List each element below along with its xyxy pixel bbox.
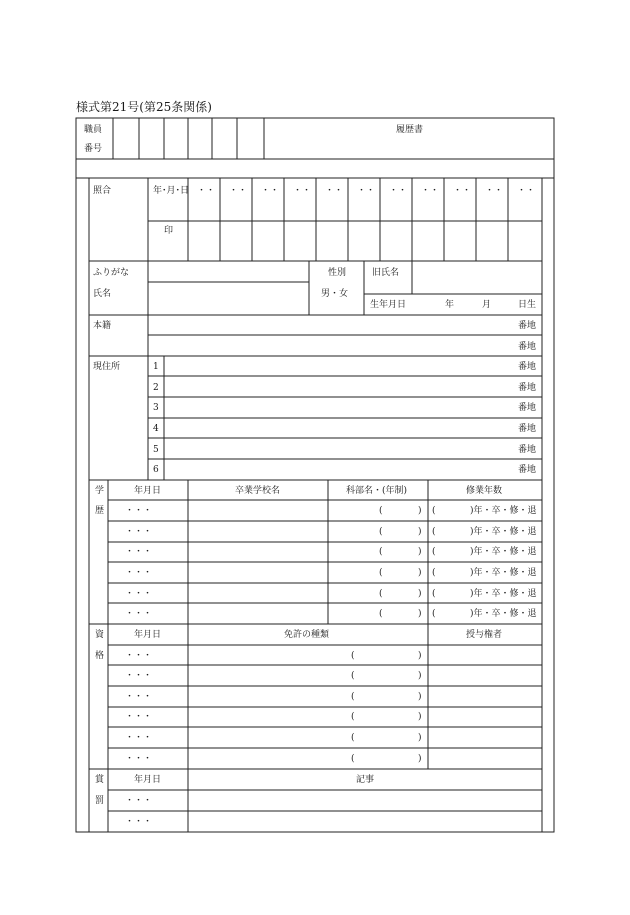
education-date-header: 年月日 xyxy=(134,486,162,496)
study-years-suffix: )年・卒・修・退 xyxy=(470,589,537,599)
education-label-top: 学 xyxy=(95,486,105,496)
license-paren-close: ) xyxy=(418,692,422,702)
license-paren-open: ( xyxy=(351,651,355,661)
address-number: 1 xyxy=(153,362,159,372)
qualification-date-cell: ・・・ xyxy=(125,712,153,722)
verify-date-cell: ・・ xyxy=(485,186,504,196)
license-paren-open: ( xyxy=(351,692,355,702)
awards-date-cell: ・・・ xyxy=(125,817,153,827)
birth-day-unit: 日生 xyxy=(518,300,537,310)
department-paren-close: ) xyxy=(418,568,422,578)
license-paren-open: ( xyxy=(351,712,355,722)
department-paren-open: ( xyxy=(379,609,383,619)
education-date-cell: ・・・ xyxy=(125,527,153,537)
license-paren-close: ) xyxy=(418,733,422,743)
license-paren-close: ) xyxy=(418,712,422,722)
school-name-header: 卒業学校名 xyxy=(235,486,281,496)
department-paren-close: ) xyxy=(418,506,422,516)
study-years-paren-open: ( xyxy=(432,589,436,599)
verify-date-cell: ・・ xyxy=(421,186,440,196)
furigana-label: ふりがな xyxy=(93,268,130,278)
address-number: 6 xyxy=(153,465,159,475)
sex-label: 性別 xyxy=(328,268,347,278)
verify-date-cell: ・・ xyxy=(357,186,376,196)
birth-year-unit: 年 xyxy=(445,300,455,310)
qualification-label-top: 資 xyxy=(95,630,105,640)
qualification-date-cell: ・・・ xyxy=(125,692,153,702)
staff-number-label-bottom: 番号 xyxy=(84,144,103,154)
study-years-paren-open: ( xyxy=(432,568,436,578)
address-suffix: 番地 xyxy=(518,424,537,434)
study-years-suffix: )年・卒・修・退 xyxy=(470,568,537,578)
awards-label-top: 賞 xyxy=(95,775,105,785)
license-type-header: 免許の種類 xyxy=(284,630,330,640)
domicile-label: 本籍 xyxy=(93,321,112,331)
qualification-date-header: 年月日 xyxy=(134,630,162,640)
study-years-paren-open: ( xyxy=(432,547,436,557)
qualification-date-cell: ・・・ xyxy=(125,754,153,764)
department-paren-close: ) xyxy=(418,609,422,619)
verify-label: 照合 xyxy=(93,186,112,196)
address-number: 5 xyxy=(153,445,159,455)
study-years-header: 修業年数 xyxy=(466,486,503,496)
address-number: 3 xyxy=(153,403,159,413)
verify-date-cell: ・・ xyxy=(453,186,472,196)
staff-number-label-top: 職員 xyxy=(84,125,103,135)
verify-date-label: 年･月･日 xyxy=(153,186,190,196)
awards-date-header: 年月日 xyxy=(134,775,162,785)
seal-label: 印 xyxy=(164,226,174,236)
license-paren-open: ( xyxy=(351,671,355,681)
qualification-label-bottom: 格 xyxy=(95,651,105,661)
study-years-suffix: )年・卒・修・退 xyxy=(470,609,537,619)
department-paren-open: ( xyxy=(379,506,383,516)
record-header: 記事 xyxy=(356,775,375,785)
department-paren-open: ( xyxy=(379,547,383,557)
verify-date-cell: ・・ xyxy=(229,186,248,196)
address-suffix: 番地 xyxy=(518,362,537,372)
verify-date-cell: ・・ xyxy=(517,186,536,196)
department-paren-open: ( xyxy=(379,568,383,578)
department-paren-close: ) xyxy=(418,547,422,557)
qualification-date-cell: ・・・ xyxy=(125,733,153,743)
awards-date-cell: ・・・ xyxy=(125,796,153,806)
sex-options: 男・女 xyxy=(321,289,349,299)
education-date-cell: ・・・ xyxy=(125,589,153,599)
license-paren-close: ) xyxy=(418,754,422,764)
department-paren-close: ) xyxy=(418,527,422,537)
address-suffix: 番地 xyxy=(518,445,537,455)
address-suffix: 番地 xyxy=(518,383,537,393)
address-suffix: 番地 xyxy=(518,465,537,475)
qualification-date-cell: ・・・ xyxy=(125,651,153,661)
address-number: 4 xyxy=(153,424,159,434)
verify-date-cell: ・・ xyxy=(325,186,344,196)
study-years-paren-open: ( xyxy=(432,609,436,619)
domicile-suffix: 番地 xyxy=(518,342,537,352)
license-paren-close: ) xyxy=(418,651,422,661)
department-paren-close: ) xyxy=(418,589,422,599)
education-date-cell: ・・・ xyxy=(125,609,153,619)
document-title: 履歴書 xyxy=(396,125,424,135)
birth-date-label: 生年月日 xyxy=(370,300,407,310)
name-label: 氏名 xyxy=(93,289,112,299)
license-paren-open: ( xyxy=(351,733,355,743)
verify-date-cell: ・・ xyxy=(293,186,312,196)
license-paren-close: ) xyxy=(418,671,422,681)
study-years-suffix: )年・卒・修・退 xyxy=(470,547,537,557)
license-paren-open: ( xyxy=(351,754,355,764)
department-header: 科部名・(年制) xyxy=(346,486,408,496)
birth-month-unit: 月 xyxy=(482,300,492,310)
verify-date-cell: ・・ xyxy=(261,186,280,196)
grantor-header: 授与権者 xyxy=(466,630,503,640)
education-date-cell: ・・・ xyxy=(125,568,153,578)
address-suffix: 番地 xyxy=(518,403,537,413)
education-date-cell: ・・・ xyxy=(125,506,153,516)
domicile-suffix: 番地 xyxy=(518,321,537,331)
address-number: 2 xyxy=(153,383,159,393)
study-years-suffix: )年・卒・修・退 xyxy=(470,527,537,537)
address-label: 現住所 xyxy=(93,362,121,372)
study-years-suffix: )年・卒・修・退 xyxy=(470,506,537,516)
former-name-label: 旧氏名 xyxy=(372,268,400,278)
form-number-title: 様式第21号(第25条関係) xyxy=(76,100,212,114)
department-paren-open: ( xyxy=(379,589,383,599)
verify-date-cell: ・・ xyxy=(197,186,216,196)
awards-label-bottom: 罰 xyxy=(95,796,105,806)
study-years-paren-open: ( xyxy=(432,527,436,537)
education-date-cell: ・・・ xyxy=(125,547,153,557)
qualification-date-cell: ・・・ xyxy=(125,671,153,681)
department-paren-open: ( xyxy=(379,527,383,537)
education-label-bottom: 歴 xyxy=(95,506,105,516)
study-years-paren-open: ( xyxy=(432,506,436,516)
verify-date-cell: ・・ xyxy=(389,186,408,196)
